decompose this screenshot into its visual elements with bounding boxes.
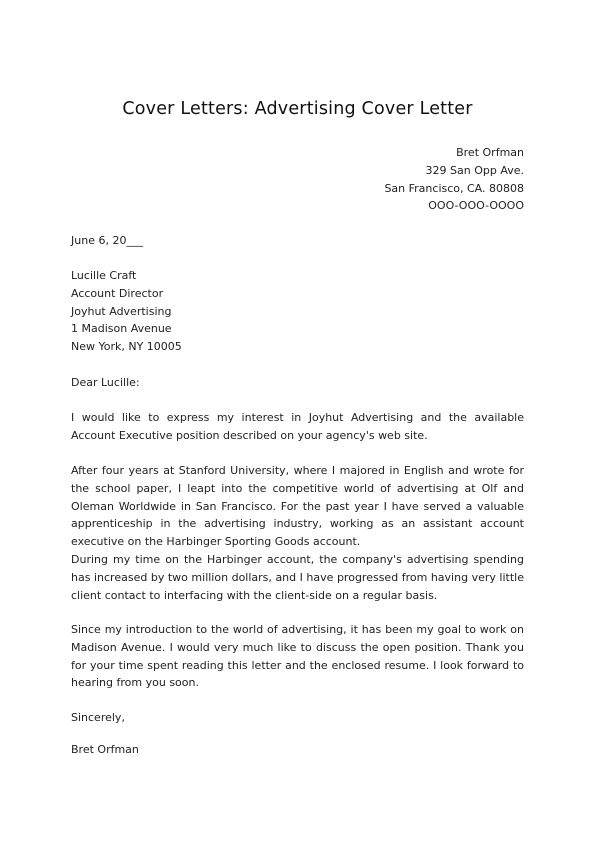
sender-street: 329 San Opp Ave. bbox=[425, 163, 524, 177]
recipient-street: 1 Madison Avenue bbox=[71, 322, 172, 336]
document-title: Cover Letters: Advertising Cover Letter bbox=[122, 99, 473, 119]
sender-address bbox=[384, 144, 524, 215]
recipient-address bbox=[71, 267, 524, 356]
body-paragraph: After four years at Stanford University, where I majored in English and wrote for the school paper, I leapt into the competitive world of advertising at Olf and Oleman Worldwide in San Francisco. For the past year I have served a valuable apprenticeship in the advertising industry, working as an assistant account executive on the Harbinger Sporting Goods account. bbox=[71, 464, 524, 549]
recipient-title: Account Director bbox=[71, 286, 164, 300]
body-paragraph: Since my introduction to the world of advertising, it has been my goal to work on Madison Avenue. I would very much like to discuss the open position. Thank you for your time spent reading this letter and the enclosed resume. I look forward to hearing from you soon. bbox=[71, 623, 524, 690]
salutation: Dear Lucille: bbox=[71, 376, 140, 389]
sender-phone: OOO-OOO-OOOO bbox=[428, 199, 524, 213]
recipient-name: Lucille Craft bbox=[71, 269, 137, 282]
signature-name: Bret Orfman bbox=[71, 743, 139, 756]
body-paragraph: I would like to express my interest in Joyhut Advertising and the available Account Executive position described on your agency's web site. bbox=[71, 411, 524, 442]
recipient-company: Joyhut Advertising bbox=[71, 304, 172, 318]
sender-name: Bret Orfman bbox=[456, 146, 524, 159]
sender-city: San Francisco, CA. 80808 bbox=[384, 181, 524, 195]
letter-date: June 6, 20___ bbox=[71, 234, 143, 247]
recipient-city: New York, NY 10005 bbox=[71, 340, 182, 354]
body-paragraph: During my time on the Harbinger account, the company's advertising spending has increased by two million dollars, and I have progressed from having very little client contact to interfacing with the client-side on a regular basis. bbox=[71, 553, 524, 602]
closing: Sincerely, bbox=[71, 711, 125, 724]
